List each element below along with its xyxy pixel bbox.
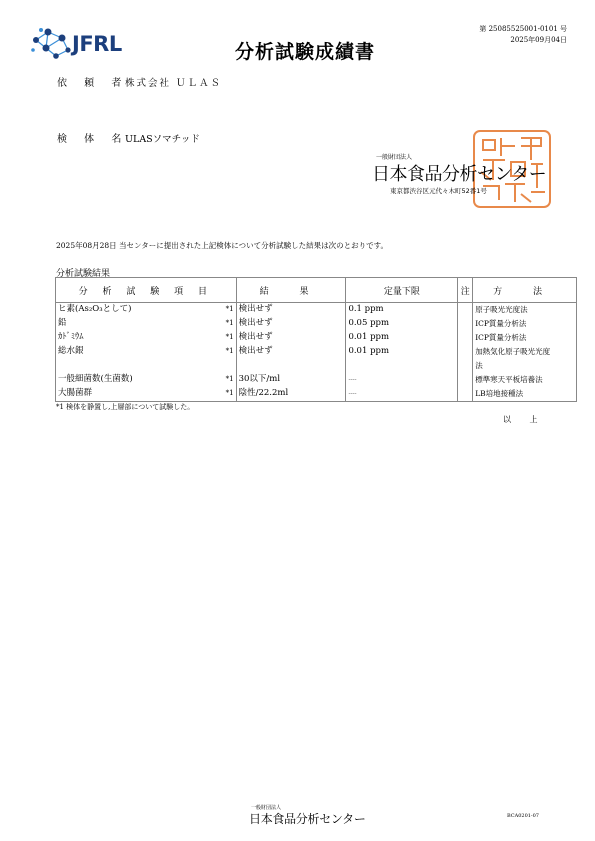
- method-cell-text: 原子吸光光度法: [475, 305, 528, 314]
- form-code: BCA0201-07: [507, 813, 539, 819]
- limit-cell: [346, 373, 458, 387]
- table-row: [56, 303, 577, 318]
- table-row: [56, 345, 577, 359]
- item-cell: [56, 345, 237, 359]
- result-cell-text: 検出せず: [238, 332, 273, 342]
- method-cell-text: ICP質量分析法: [475, 333, 527, 342]
- item-cell-text: 総水銀: [58, 346, 84, 356]
- limit-cell: [346, 387, 458, 402]
- method-cell: [473, 345, 577, 359]
- footnote-mark: *1: [225, 333, 234, 341]
- limit-cell: [346, 317, 458, 331]
- note-cell: [458, 373, 473, 387]
- limit-cell: [346, 331, 458, 345]
- note-cell: [458, 387, 473, 402]
- result-cell-text: 検出せず: [238, 304, 273, 314]
- item-cell: [56, 373, 237, 387]
- item-cell: [56, 317, 237, 331]
- result-cell-text: 検出せず: [238, 346, 273, 356]
- end-mark: 以 上: [503, 415, 546, 424]
- report-info: [440, 24, 567, 46]
- result-cell-text: 30以下/ml: [238, 374, 281, 384]
- method-cell: [473, 303, 577, 318]
- method-cell-text: 加熱気化原子吸光光度: [475, 347, 551, 356]
- item-cell: [56, 387, 237, 402]
- method-cell: [473, 359, 577, 373]
- header-note: 注: [458, 278, 473, 303]
- limit-cell-text: 0.05 ppm: [348, 318, 390, 328]
- footnote: *1 検体を静置し,上層部について試験した。: [56, 403, 195, 411]
- footer-small-label: 一般財団法人: [251, 805, 282, 811]
- table-row: [56, 359, 577, 373]
- item-cell-text: 鉛: [58, 318, 67, 328]
- note-cell: [458, 345, 473, 359]
- sample-value: ULASソマチッド: [125, 134, 200, 145]
- footnote-mark: *1: [225, 389, 234, 397]
- client-label: 依 頼 者: [57, 78, 129, 89]
- result-cell: [236, 359, 346, 373]
- method-cell: [473, 331, 577, 345]
- item-cell: [56, 359, 237, 373]
- table-row: [56, 317, 577, 331]
- footnote-mark: *1: [225, 319, 234, 327]
- footnote-mark: *1: [225, 305, 234, 313]
- table-row: [56, 331, 577, 345]
- report-number: 第 25085525001-0101 号: [479, 25, 567, 33]
- footnote-mark: *1: [225, 347, 234, 355]
- table-row: [56, 373, 577, 387]
- method-cell: [473, 317, 577, 331]
- limit-cell-text: 0.01 ppm: [348, 332, 390, 342]
- results-table: [55, 277, 577, 402]
- logo-text: JFRL: [72, 32, 122, 56]
- table-row: [56, 387, 577, 402]
- limit-cell-text: 0.1 ppm: [348, 304, 384, 314]
- limit-cell-text: ----: [348, 376, 357, 383]
- item-cell-text: 大腸菌群: [58, 388, 93, 398]
- intro-text: 2025年08月28日 当センターに提出された上記検体について分析試験した結果は次のとおりです。: [56, 241, 389, 250]
- result-cell: [236, 317, 346, 331]
- result-cell-text: 陰性/22.2ml: [238, 388, 289, 398]
- note-cell: [458, 303, 473, 318]
- note-cell: [458, 359, 473, 373]
- method-cell-text: 法: [475, 361, 483, 370]
- result-cell: [236, 345, 346, 359]
- result-cell: [236, 387, 346, 402]
- note-cell: [458, 317, 473, 331]
- header-limit: 定量下限: [346, 278, 458, 303]
- result-cell: [236, 373, 346, 387]
- limit-cell: [346, 303, 458, 318]
- note-cell: [458, 331, 473, 345]
- item-cell-text: ｶﾄﾞﾐｳﾑ: [58, 332, 84, 342]
- item-cell: [56, 331, 237, 345]
- method-cell-text: LB培地接種法: [475, 389, 524, 398]
- issuer-address: 東京都渋谷区元代々木町52番1号: [390, 187, 487, 195]
- result-cell-text: 検出せず: [238, 318, 273, 328]
- limit-cell-text: 0.01 ppm: [348, 346, 390, 356]
- issuer-name: 日本食品分析センター: [372, 164, 547, 185]
- method-cell: [473, 373, 577, 387]
- item-cell-text: 一般細菌数(生菌数): [58, 374, 133, 384]
- item-cell-text: ヒ素(As₂O₃として): [58, 304, 132, 314]
- header-method: 方 法: [473, 278, 577, 303]
- table-header-row: [56, 278, 577, 303]
- limit-cell: [346, 345, 458, 359]
- limit-cell: [346, 359, 458, 373]
- document-title: 分析試験成績書: [234, 41, 375, 63]
- result-cell: [236, 331, 346, 345]
- header-result: 結 果: [236, 278, 346, 303]
- header-item: 分 析 試 験 項 目: [56, 278, 237, 303]
- footer-org-name: 日本食品分析センター: [249, 812, 366, 826]
- issuer-small-label: 一般財団法人: [376, 154, 413, 161]
- report-date: 2025年09月04日: [510, 36, 567, 44]
- item-cell: [56, 303, 237, 318]
- footnote-mark: *1: [225, 375, 234, 383]
- sample-label: 検 体 名: [57, 134, 129, 145]
- method-cell-text: 標準寒天平板培養法: [475, 375, 543, 384]
- result-cell: [236, 303, 346, 318]
- method-cell: [473, 387, 577, 402]
- method-cell-text: ICP質量分析法: [475, 319, 527, 328]
- client-value: 株式会社 ＵＬＡＳ: [125, 78, 223, 89]
- section-title: 分析試験結果: [56, 269, 111, 279]
- limit-cell-text: ----: [348, 390, 357, 397]
